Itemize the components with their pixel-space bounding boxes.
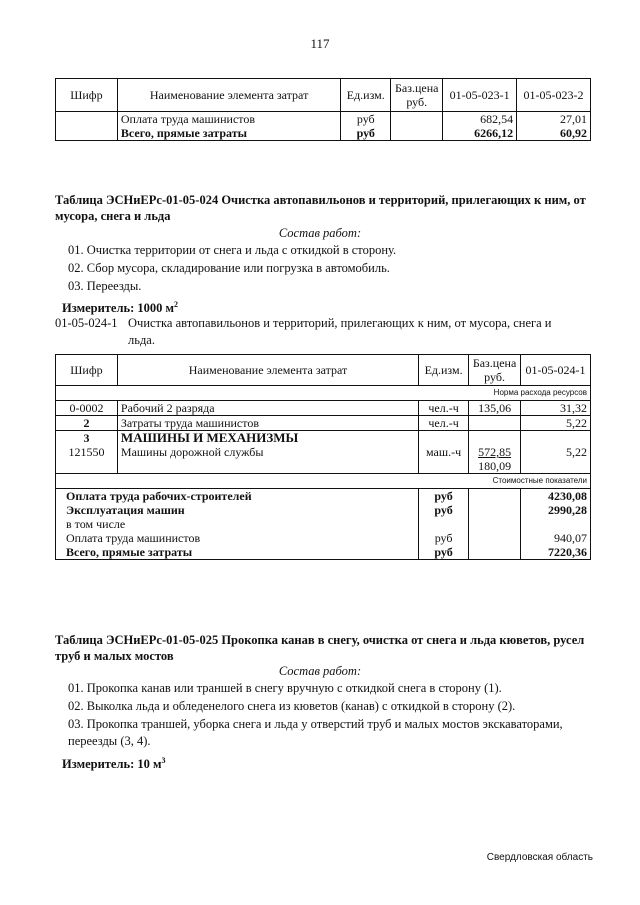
section-title-024: Таблица ЭСНиЕРс-01-05-024 Очистка автопавильонов и территорий, прилегающих к ним, от мусора, снега и льда — [55, 193, 586, 223]
work-item: 02. Выколка льда и обледенелого снега из кюветов (канав) с откидкой в сторону (2). — [68, 699, 516, 713]
row-name: Оплата труда машинистов — [117, 112, 340, 127]
row-unit: руб — [419, 503, 469, 517]
row-name: Оплата труда рабочих-строителей — [66, 489, 252, 503]
row-unit: руб — [419, 545, 469, 560]
cost-label: Стоимостные показатели — [56, 474, 591, 489]
col-unit-header: Ед.изм. — [341, 79, 391, 112]
col-code-header: Шифр — [56, 355, 118, 386]
cost-table-023 — [55, 78, 591, 141]
table-row — [56, 401, 591, 416]
row-name: Затраты труда машинистов — [117, 416, 418, 431]
row-name: Эксплуатация машин — [66, 503, 185, 517]
table-row — [56, 503, 591, 517]
group-code: 3 — [83, 431, 90, 445]
row-value-a: 31,32 — [521, 401, 591, 416]
row-name: Оплата труда машинистов — [66, 531, 201, 545]
row-value-b: 27,01 — [517, 112, 591, 127]
col-code-header: Шифр — [56, 79, 118, 112]
row-value-a: 7220,36 — [521, 545, 591, 560]
row-name: Машины дорожной службы — [117, 445, 418, 474]
table-row — [56, 517, 591, 531]
table-row — [56, 431, 591, 446]
row-unit: чел.-ч — [419, 416, 469, 431]
row-name: Всего, прямые затраты — [66, 545, 193, 559]
row-unit: руб — [419, 489, 469, 504]
work-item: 02. Сбор мусора, складирование или погрузка в автомобиль. — [68, 261, 390, 275]
col-a-header: 01-05-024-1 — [521, 355, 591, 386]
row-value-a: 5,22 — [521, 445, 591, 474]
group-name: МАШИНЫ И МЕХАНИЗМЫ — [117, 431, 418, 446]
measure-label: Измеритель: 10 $м^3$ — [62, 756, 166, 772]
row-code: 2 — [56, 416, 118, 431]
row-name: Всего, прямые затраты — [117, 126, 340, 141]
row-price: 135,06 — [469, 401, 521, 416]
col-b-header: 01-05-023-2 — [517, 79, 591, 112]
row-code: 121550 — [56, 445, 118, 474]
col-price-header: Баз.цена руб. — [391, 79, 443, 112]
work-item: 01. Очистка территории от снега и льда с откидкой в сторону. — [68, 243, 397, 257]
row-value-a: 4230,08 — [521, 489, 591, 504]
table-row — [56, 545, 591, 560]
row-value-a: 2990,28 — [521, 503, 591, 517]
row-name: в том числе — [66, 517, 126, 531]
row-unit: чел.-ч — [419, 401, 469, 416]
col-a-header: 01-05-023-1 — [443, 79, 517, 112]
item-description: Очистка автопавильонов и территорий, прилегающих к ним, от мусора, снега и льда. — [128, 316, 552, 347]
row-code: 0-0002 — [56, 401, 118, 416]
work-item: 03. Прокопка траншей, уборка снега и льда у отверстий труб и малых мостов экскаваторами, переезды (3, 4). — [68, 717, 563, 748]
footer-region: Свердловская область — [486, 852, 593, 863]
item-code: 01-05-024-1 — [55, 316, 118, 330]
row-value-a: 940,07 — [521, 531, 591, 545]
table-row — [56, 531, 591, 545]
row-value-b: 60,92 — [517, 126, 591, 141]
col-price-header: Баз.цена руб. — [469, 355, 521, 386]
table-row — [56, 489, 591, 504]
table-row — [56, 112, 591, 127]
row-value-a: 6266,12 — [443, 126, 517, 141]
measure-label: Измеритель: 1000 $м^2$ — [62, 300, 179, 316]
section-title-025: Таблица ЭСНиЕРс-01-05-025 Прокопка канав в снегу, очистка от снега и льда кюветов, русел труб и малых мостов — [55, 633, 585, 663]
row-unit: руб — [341, 112, 391, 127]
col-name-header: Наименование элемента затрат — [117, 355, 418, 386]
norm-label: Норма расхода ресурсов — [56, 386, 591, 401]
work-item: 03. Переезды. — [68, 279, 142, 293]
works-heading: Состав работ: — [278, 664, 362, 678]
row-value-a: 5,22 — [521, 416, 591, 431]
works-heading: Состав работ: — [278, 226, 362, 240]
row-price: 572,85 180,09 — [469, 445, 521, 474]
row-unit: руб — [419, 531, 469, 545]
row-unit: руб — [341, 126, 391, 141]
col-name-header: Наименование элемента затрат — [117, 79, 340, 112]
row-value-a: 682,54 — [443, 112, 517, 127]
row-unit: маш.-ч — [419, 445, 469, 474]
table-row — [56, 445, 591, 474]
table-row — [56, 126, 591, 141]
table-row — [56, 416, 591, 431]
cost-table-024 — [55, 354, 591, 560]
row-name: Рабочий 2 разряда — [117, 401, 418, 416]
work-item: 01. Прокопка канав или траншей в снегу вручную с откидкой снега в сторону (1). — [68, 681, 502, 695]
col-unit-header: Ед.изм. — [419, 355, 469, 386]
page-number: 117 — [310, 36, 330, 51]
